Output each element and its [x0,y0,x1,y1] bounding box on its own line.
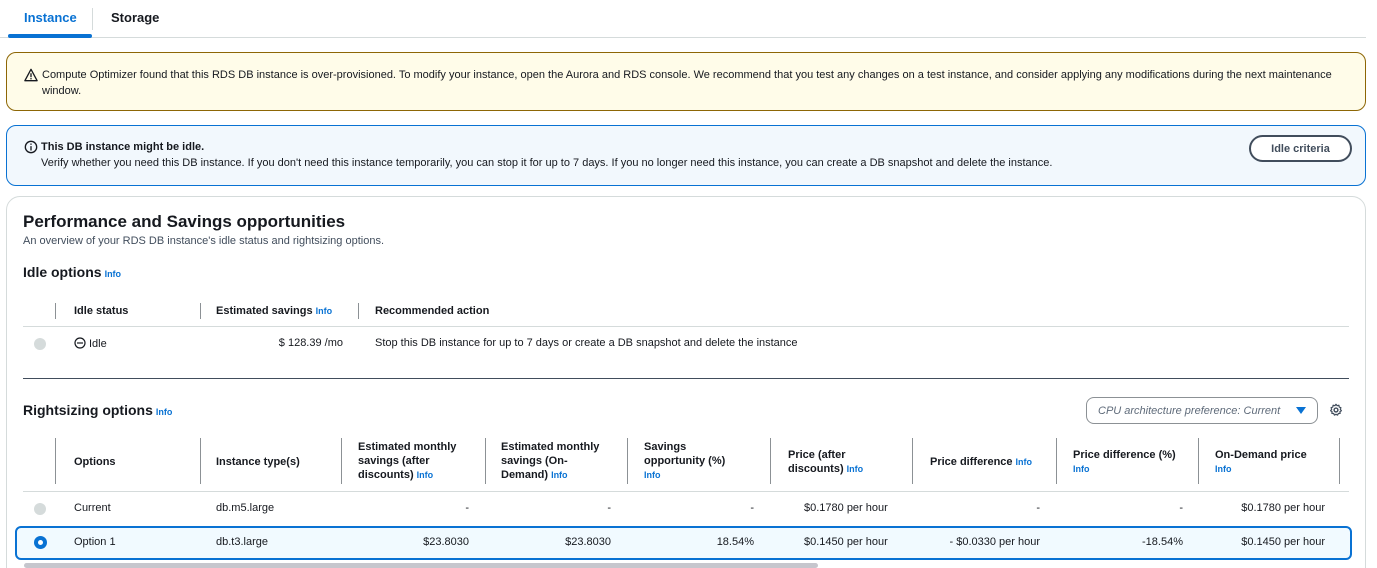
table-cell: -18.54% [1142,536,1183,548]
panel-subtitle: An overview of your RDS DB instance's idle status and rightsizing options. [23,235,384,247]
table-divider [23,326,1349,327]
current-option-radio[interactable] [34,503,46,515]
header-line: Price difference [930,456,1013,468]
over-provisioned-alert [6,52,1366,111]
header-line: Demand) [501,469,549,481]
options-header: Options [74,456,116,468]
column-separator [200,303,201,319]
column-separator [341,438,342,484]
table-cell: Option 1 [74,536,116,548]
table-cell: db.t3.large [216,536,268,548]
table-cell: $0.1450 per hour [1241,536,1325,548]
savings-opportunity-header [644,440,725,482]
header-line: Estimated monthly [501,441,600,453]
recommended-action-header: Recommended action [375,305,490,317]
price-difference-pct-header [1073,448,1176,476]
tab-instance[interactable]: Instance [24,10,77,25]
column-separator [912,438,913,484]
column-separator [627,438,628,484]
header-line: savings (On- [501,455,568,467]
header-line: Estimated monthly [358,441,457,453]
est-savings-after-info-link[interactable]: Info [416,470,434,480]
est-savings-ondemand-info-link[interactable]: Info [551,470,568,480]
idle-options-heading [23,264,121,280]
savings-opportunity-info-link[interactable]: Info [644,470,661,480]
idle-status-value: Idle [89,338,107,350]
column-separator [1056,438,1057,484]
table-cell: $0.1780 per hour [804,502,888,514]
est-savings-after-discounts-header [358,440,456,482]
header-line: discounts) [358,469,414,481]
column-separator [485,438,486,484]
column-separator [200,438,201,484]
gear-icon[interactable] [1329,403,1343,417]
est-savings-ondemand-header [501,440,599,482]
table-cell: $23.8030 [565,536,611,548]
price-difference-header [930,455,1032,469]
table-divider [23,491,1349,492]
idle-status-header: Idle status [74,305,129,317]
idle-status-cell [74,337,107,350]
rightsizing-heading [23,402,172,418]
table-cell: db.m5.large [216,502,275,514]
estimated-savings-header-label: Estimated savings [216,305,313,317]
column-separator [55,438,56,484]
table-cell: 18.54% [716,536,754,548]
idle-row-radio[interactable] [34,338,46,350]
table-cell: - [607,502,611,514]
column-separator [358,303,359,319]
idle-options-info-link[interactable]: Info [104,269,122,279]
idle-alert-text: Verify whether you need this DB instance. If you don't need this instance temporarily, you can stop it for up to 7 days. If you no longer need this instance, you can create a DB snapshot and delete the instance. [41,157,1053,169]
table-cell: - [465,502,469,514]
instance-type-header: Instance type(s) [216,456,300,468]
price-difference-info-link[interactable]: Info [1015,457,1033,467]
table-cell: - [1179,502,1183,514]
cpu-architecture-select[interactable] [1086,397,1318,424]
idle-options-title: Idle options [23,264,102,280]
rightsizing-title: Rightsizing options [23,402,153,418]
section-divider [23,378,1349,379]
ondemand-price-header [1215,448,1307,476]
column-separator [1339,438,1340,484]
idle-savings-cell: $ 128.39 /mo [278,337,343,349]
price-difference-pct-info-link[interactable]: Info [1073,464,1090,474]
tab-storage[interactable]: Storage [111,10,160,25]
price-after-info-link[interactable]: Info [846,464,864,474]
active-tab-indicator [8,34,92,38]
idle-action-cell: Stop this DB instance for up to 7 days or create a DB snapshot and delete the instance [375,337,798,349]
table-cell: $0.1450 per hour [804,536,888,548]
table-cell: - $0.0330 per hour [949,536,1040,548]
header-line: Price (after [788,449,846,461]
header-line: On-Demand price [1215,449,1307,461]
table-cell: Current [74,502,111,514]
tab-divider [92,8,93,30]
header-line: Savings [644,441,687,453]
warning-icon [24,68,38,82]
estimated-savings-header [216,304,332,318]
panel-title: Performance and Savings opportunities [23,212,346,231]
header-line: discounts) [788,463,844,475]
price-after-discounts-header [788,448,863,476]
column-separator [1198,438,1199,484]
option-1-radio[interactable] [34,536,47,549]
estimated-savings-info-link[interactable]: Info [315,306,333,316]
idle-alert-title: This DB instance might be idle. [41,141,205,153]
tab-bar [0,0,1366,38]
table-cell: - [750,502,754,514]
table-cell: $0.1780 per hour [1241,502,1325,514]
idle-alert [6,125,1366,186]
idle-criteria-button[interactable]: Idle criteria [1249,135,1352,162]
table-cell: - [1036,502,1040,514]
cpu-architecture-select-value: CPU architecture preference: Current [1098,404,1281,417]
column-separator [55,303,56,319]
table-cell: $23.8030 [423,536,469,548]
horizontal-scrollbar[interactable] [24,563,818,568]
ondemand-price-info-link[interactable]: Info [1215,464,1232,474]
header-line: Price difference (%) [1073,449,1176,461]
idle-status-icon [74,337,86,349]
column-separator [770,438,771,484]
caret-down-icon [1296,407,1306,414]
info-icon [24,140,38,154]
warning-alert-text: Compute Optimizer found that this RDS DB instance is over-provisioned. To modify your instance, open the Aurora and RDS console. We recommend that you test any changes on a test instance, and consider applying any modifications during the next maintenance window. [42,69,1332,97]
header-line: savings (after [358,455,430,467]
rightsizing-info-link[interactable]: Info [155,407,173,417]
header-line: opportunity (%) [644,455,726,467]
